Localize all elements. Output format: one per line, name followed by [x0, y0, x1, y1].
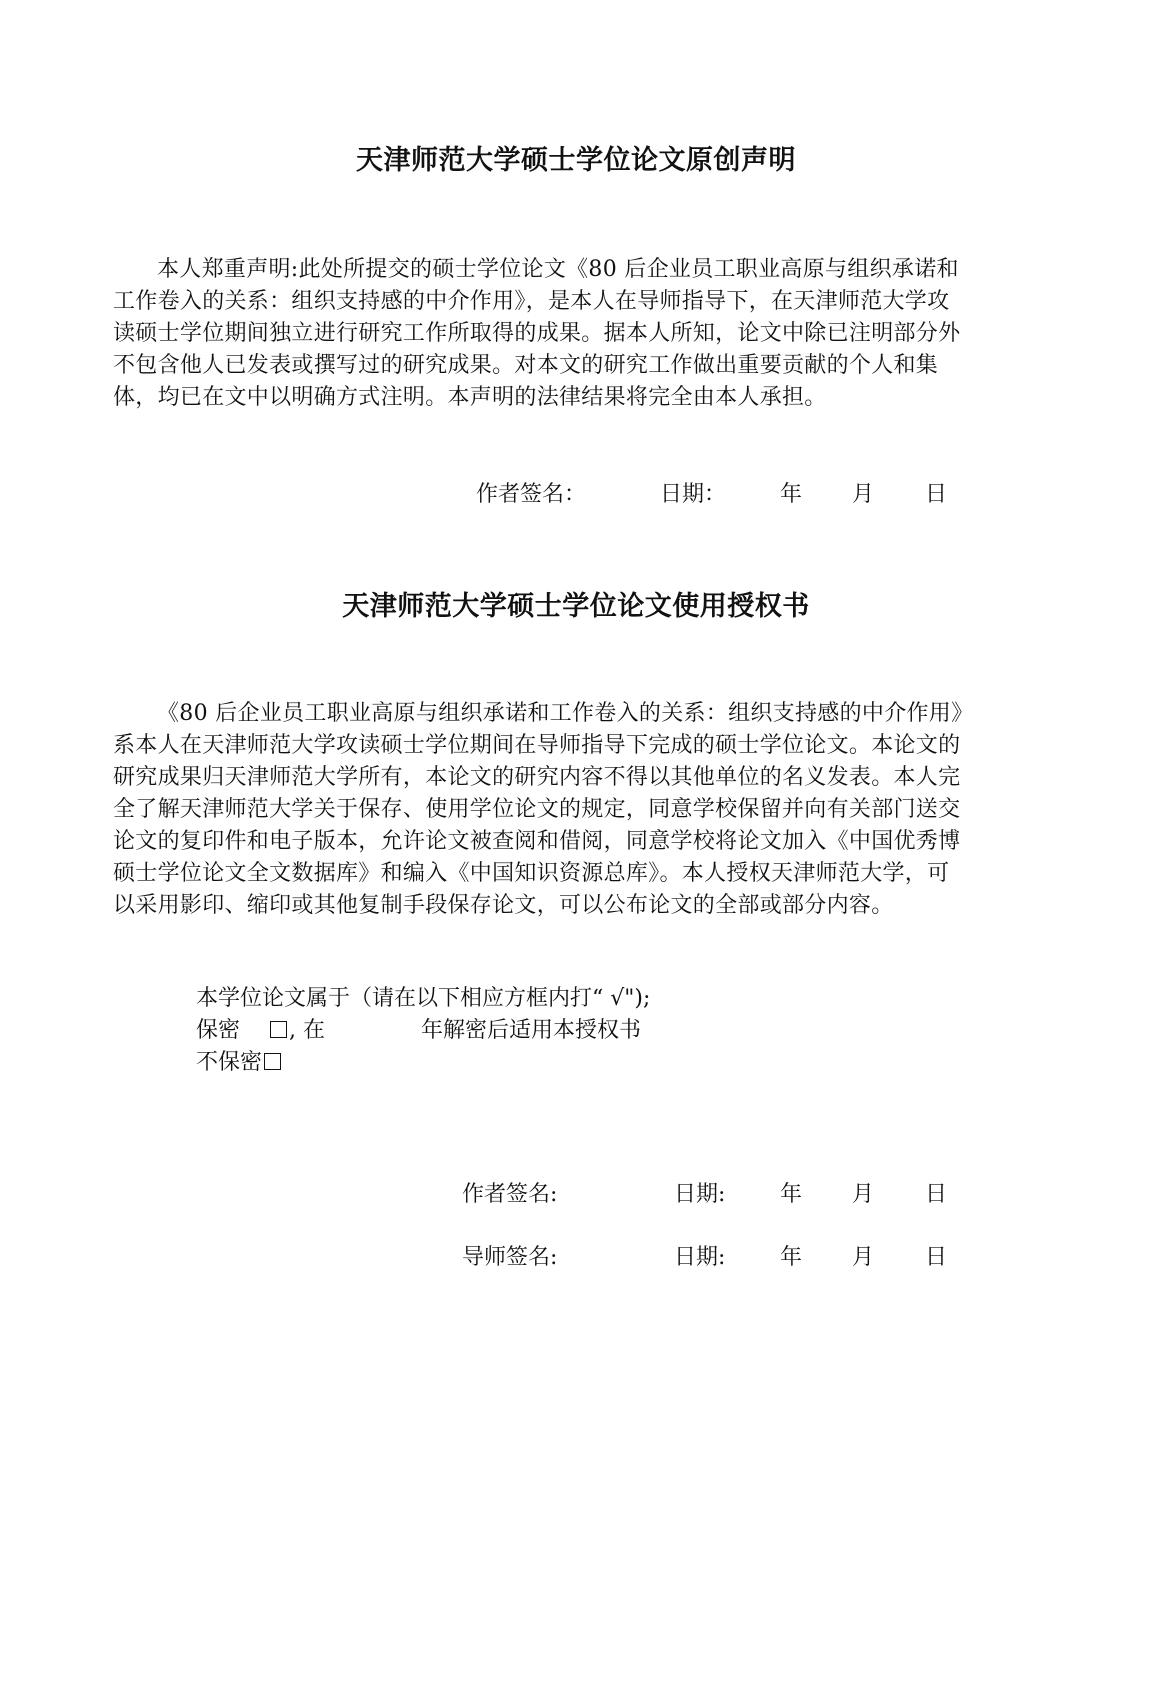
- month-label: 月: [852, 1182, 875, 1207]
- month-label: 月: [852, 1245, 875, 1270]
- year-label: 年: [780, 1182, 803, 1207]
- paragraph-line: 本人郑重声明:此处所提交的硕士学位论文《80 后企业员工职业高原与组织承诺和: [157, 257, 959, 282]
- paragraph-line: 硕士学位论文全文数据库》和编入《中国知识资源总库》。本人授权天津师范大学，可: [113, 861, 950, 886]
- paragraph-line: 读硕士学位期间独立进行研究工作所取得的成果。据本人所知，论文中除已注明部分外: [113, 321, 961, 346]
- date-label: 日期:: [674, 1182, 726, 1207]
- paragraph-line: 以采用影印、缩印或其他复制手段保存论文，可以公布论文的全部或部分内容。: [113, 893, 894, 918]
- day-label: 日: [925, 1245, 948, 1270]
- advisor-signature-row: [0, 1240, 1152, 1272]
- paragraph-line: 《80 后企业员工职业高原与组织承诺和工作卷入的关系：组织支持感的中介作用》: [157, 701, 974, 726]
- non-confidential-option: [196, 1047, 283, 1079]
- author-signature-label: 作者签名：: [476, 482, 587, 507]
- paragraph-line: 系本人在天津师范大学攻读硕士学位期间在导师指导下完成的硕士学位论文。本论文的: [113, 733, 961, 758]
- authorization-paragraph: [113, 698, 1025, 922]
- declaration-signature-row: [0, 477, 1152, 509]
- advisor-signature-label: 导师签名:: [462, 1245, 558, 1270]
- paragraph-line: 工作卷入的关系：组织支持感的中介作用》，是本人在导师指导下，在天津师范大学攻: [113, 289, 950, 314]
- confidential-checkbox[interactable]: [270, 1021, 287, 1038]
- paragraph-line: 体，均已在文中以明确方式注明。本声明的法律结果将完全由本人承担。: [113, 385, 827, 410]
- paragraph-line: 论文的复印件和电子版本，允许论文被查阅和借阅，同意学校将论文加入《中国优秀博: [113, 829, 961, 854]
- confidentiality-instruction: 本学位论文属于（请在以下相应方框内打“ √");: [196, 986, 651, 1011]
- author-signature-label: 作者签名:: [462, 1182, 558, 1207]
- month-label: 月: [852, 482, 875, 507]
- confidential-suffix: 年解密后适用本授权书: [421, 1018, 642, 1043]
- day-label: 日: [925, 1182, 948, 1207]
- confidential-in-label: , 在: [289, 1018, 326, 1043]
- non-confidential-checkbox[interactable]: [264, 1053, 281, 1070]
- paragraph-line: 研究成果归天津师范大学所有，本论文的研究内容不得以其他单位的名义发表。本人完: [113, 765, 961, 790]
- authorization-title: 天津师范大学硕士学位论文使用授权书: [342, 591, 810, 622]
- paragraph-line: 全了解天津师范大学关于保存、使用学位论文的规定，同意学校保留并向有关部门送交: [113, 797, 961, 822]
- date-label: 日期：: [660, 482, 727, 507]
- author-signature-row: [0, 1177, 1152, 1209]
- year-label: 年: [780, 1245, 803, 1270]
- confidential-label: 保密: [196, 1018, 241, 1043]
- confidential-option: [196, 1015, 641, 1047]
- day-label: 日: [925, 482, 948, 507]
- declaration-paragraph: [113, 254, 1025, 414]
- declaration-title: 天津师范大学硕士学位论文原创声明: [356, 145, 796, 176]
- year-label: 年: [780, 482, 803, 507]
- non-confidential-label: 不保密: [196, 1050, 263, 1075]
- paragraph-line: 不包含他人已发表或撰写过的研究成果。对本文的研究工作做出重要贡献的个人和集: [113, 353, 939, 378]
- date-label: 日期:: [674, 1245, 726, 1270]
